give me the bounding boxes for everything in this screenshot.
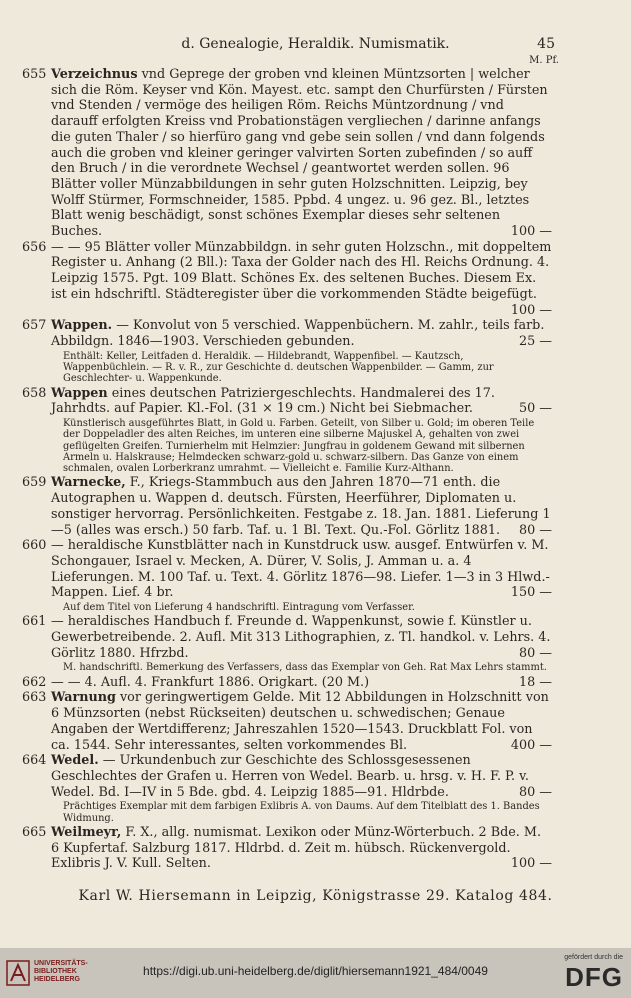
entry-note: Künstlerisch ausgeführtes Blatt, in Gold u. Farben. Geteilt, von Silber u. Gold; im oberen Teile der Doppeladler des alten Reiches, im unteren eine silberne Majuskel A, gehalten von zwei geflügelten Greifen. Turnierhelm mit Helmzier: Jungfrau in goldenem Gewand mit silbernen Armeln u. Halskrause; Helmdecken schwarz-gold u. schwarz-silbern. Das Ganze von einem schmalen, ovalen Lorberkranz umrahmt. — Vielleicht e. Familie Kurz-Althann. [63,417,535,475]
library-name-line: BIBLIOTHEK [34,968,77,975]
page-number: 45 [537,36,555,52]
entry-text: — — 4. Aufl. 4. Frankfurt 1886. Origkart. (20 M.) [51,674,370,690]
entry-text: eines deutschen Patriziergeschlechts. Handmalerei des 17. Jahrhdts. auf Papier. Kl.-Fol. (31 × 19 cm.) Nicht bei Siebmacher. [51,385,495,417]
entry-price: 80 — [518,522,552,538]
entry-text: — heraldisches Handbuch f. Freunde d. Wappenkunst, sowie f. Künstler u. Gewerbetreibende. 2. Aufl. Mit 313 Lithographien, z. Tl. handkol. v. Lehrs. 4. Görlitz 1880. Hfrzbd. [51,614,551,661]
entry-text: vnd Geprege der groben vnd kleinen Müntzsorten | welcher sich die Röm. Keyser vnd Kön. Mayest. etc. sampt den Churfürsten / Fürsten vnd Stenden / vermöge des heiligen Röm. Reichs Müntzordnung / vnd darauff erfolgten Kreiss vnd Probationstägen vergliechen / darinne anfangs die guten Thaler / so hierfüro gang vnd gebe sein sollen / vnd dann folgends auch die groben vnd kleiner geringer valvirten Sorten zubefinden / so auff den Bruch / in die verordnete Wechsel / geantwortet werden sollen. 96 Blätter voller Münzabbildungen in sehr guten Holzschnitten. Leipzig, bey Wolff Stürmer, Formschneider, 1585. Ppbd. 4 ungez. u. 96 gez. Bl., letztes Blatt wenig beschädigt, sonst schönes Exemplar dieses sehr seltenen Buches. [51,67,548,240]
funder-caption: gefördert durch die [564,954,623,961]
entry-head: Wedel. [51,753,99,769]
entry-number: 658 [22,385,47,401]
catalog-entry [22,318,552,385]
entry-number: 655 [22,67,47,82]
catalog-entry [22,614,552,674]
catalog-entry [22,675,552,691]
entry-text: — heraldische Kunstblätter nach in Kunstdruck usw. ausgef. Entwürfen v. M. Schongauer, Israel v. Mecken, A. Dürer, V. Solis, J. Amman u. a. 4 Lieferungen. M. 100 Taf. u. Text. 4. Görlitz 1876—98. Liefer. 1—3 in 3 Hlwd.-Mappen. Lief. 4 br. [51,538,550,601]
catalog-entry [22,538,552,614]
entry-note: Auf dem Titel von Lieferung 4 handschriftl. Eintragung vom Verfasser. [63,602,415,614]
entry-number: 660 [22,538,47,554]
entry-text: — — 95 Blätter voller Münzabbildgn. in sehr guten Holzschn., mit doppeltem Register u. Anhang (2 Bll.): Taxa der Golder nach des Hl. Reichs Ordnung. 4. Leipzig 1575. Pgt. 109 Blatt. Schönes Ex. des seltenen Buches. Diesem Ex. ist ein hdschriftl. Städteregister über die vorkommenden Städte beigefügt. [51,239,552,302]
entry-head: Wappen [51,385,108,401]
library-name-line: HEIDELBERG [34,976,80,983]
entry-note: M. handschriftl. Bemerkung des Verfassers, dass das Exemplar von Geh. Rat Max Lehrs stammt. [63,662,547,674]
entry-number: 664 [22,753,47,769]
catalog-entry [22,240,552,319]
entry-price: 25 — [518,333,552,349]
entry-number: 662 [22,674,47,690]
entry-number: 663 [22,690,47,706]
entry-list [22,67,552,872]
entry-note: Prächtiges Exemplar mit dem farbigen Exlibris A. von Daums. Auf dem Titelblatt des 1. Bandes Widmung. [63,801,540,824]
currency-column-label: M. Pf. [529,55,559,66]
entry-note: Enthält: Keller, Leitfaden d. Heraldik. — Hildebrandt, Wappenfibel. — Kautzsch, Wappenbüchlein. — R. v. R., zur Geschichte d. deutschen Wappenbilder. — Gamm, zur Geschlechter- u. Wappenkunde. [63,350,494,385]
entry-head: Weilmeyr, [51,824,122,840]
catalog-entry [22,475,552,538]
section-title: d. Genealogie, Heraldik. Numismatik. [181,36,450,52]
entry-text: F., Kriegs-Stammbuch aus den Jahren 1870—71 enth. die Autographen u. Wappen d. deutsch. Fürsten, Heerführer, Diplomaten u. sonstiger hervorrag. Persönlichkeiten. Festgabe z. 18. Jan. 1881. Lieferung 1—5 (alles was ersch.) 50 farb. Taf. u. 1 Bl. Text. Qu.-Fol. Görlitz 1881. [51,475,551,538]
entry-price: 80 — [518,784,552,800]
entry-price: 100 — [510,224,552,240]
library-name-line: UNIVERSITÄTS- [34,960,88,967]
entry-price: 150 — [510,585,552,601]
entry-text: — Urkundenbuch zur Geschichte des Schlossgesessenen Geschlechtes der Grafen u. Herren von Wedel. Bearb. u. hrsg. v. H. F. P. v. Wedel. Bd. I—IV in 5 Bde. gbd. 4. Leipzig 1885—91. Hldrbde. [51,753,529,800]
entry-head: Warnung [51,690,116,706]
catalog-entry [22,825,552,872]
entry-price: 400 — [510,737,552,753]
publisher-footer: Karl W. Hiersemann in Leipzig, Königstrasse 29. Katalog 484. [78,888,553,904]
entry-number: 657 [22,318,47,334]
entry-text: — Konvolut von 5 verschied. Wappenbüchern. M. zahlr., teils farb. Abbildgn. 1846—1903. Verschieden gebunden. [51,318,545,349]
viewer-bottom-bar [0,948,631,998]
entry-head: Verzeichnus [51,67,138,82]
entry-price: 50 — [518,401,552,417]
dfg-logo: DFG [565,962,623,992]
entry-text: F. X., allg. numismat. Lexikon oder Münz-Wörterbuch. 2 Bde. M. 6 Kupfertaf. Salzburg 1817. Hldrbd. d. Zeit m. hübsch. Rückenvergold. Exlibris J. V. Kull. Selten. [51,824,542,872]
entry-number: 656 [22,239,47,255]
entry-head: Warnecke, [51,475,126,491]
entry-price: 100 — [510,302,552,318]
entry-price: 18 — [518,674,552,690]
entry-text: vor geringwertigem Gelde. Mit 12 Abbildungen in Holzschnitt von 6 Münzsorten (nebst Rückseiten) deutschen u. schwedischen; Genaue Angaben der Wertdifferenz; Jahreszahlen 1520—1543. Druckblatt Fol. von ca. 1544. Sehr interessantes, selten vorkommendes Bl. [51,690,549,753]
entry-number: 659 [22,475,47,491]
catalog-entry [22,67,552,240]
entry-number: 665 [22,824,47,840]
permalink[interactable]: https://digi.ub.uni-heidelberg.de/diglit/hiersemann1921_484/0049 [143,964,488,978]
entry-price: 80 — [518,645,552,661]
catalog-entry [22,690,552,753]
entry-number: 661 [22,614,47,630]
catalog-entry [22,386,552,476]
entry-head: Wappen. [51,318,113,334]
entry-price: 100 — [510,856,552,872]
catalog-entry [22,753,552,825]
